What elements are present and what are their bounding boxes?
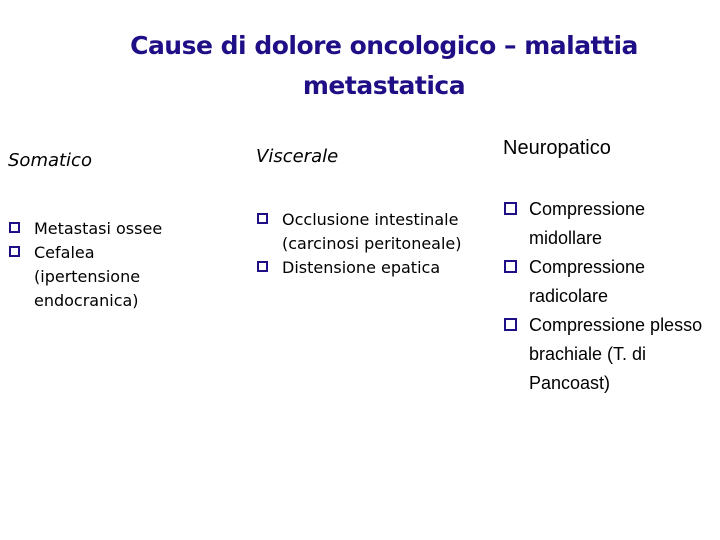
hollow-square-icon <box>504 202 517 215</box>
list-item-text: Metastasi ossee <box>34 219 163 238</box>
column-heading-somatico: Somatico <box>8 150 92 171</box>
list-item <box>8 241 198 313</box>
list-item-text: Cefalea (ipertensione endocranica) <box>34 243 141 310</box>
list-item <box>503 195 715 253</box>
list-item-text: Compressione midollare <box>529 199 646 248</box>
bullet-list-somatico <box>8 217 198 313</box>
column-neuropatico <box>503 137 715 398</box>
title-line-1: Cause di dolore oncologico – malattia <box>130 31 638 60</box>
list-item-text: Compressione plesso brachiale (T. di Pancoast) <box>529 315 703 393</box>
list-item-text: Compressione radicolare <box>529 257 646 306</box>
list-item-text: Distensione epatica <box>282 258 441 277</box>
list-item-text: Occlusione intestinale (carcinosi peritoneale) <box>282 210 462 253</box>
list-item <box>503 253 715 311</box>
column-heading-viscerale: Viscerale <box>256 146 339 167</box>
bullet-list-viscerale <box>256 208 478 280</box>
hollow-square-icon <box>9 246 20 257</box>
list-item <box>8 217 198 241</box>
list-item <box>256 208 478 256</box>
column-heading-neuropatico: Neuropatico <box>503 137 611 159</box>
bullet-list-neuropatico <box>503 195 715 398</box>
hollow-square-icon <box>504 260 517 273</box>
hollow-square-icon <box>504 318 517 331</box>
list-item <box>256 256 478 280</box>
column-somatico <box>8 150 198 313</box>
column-viscerale <box>256 146 478 280</box>
list-item <box>503 311 715 398</box>
title-line-2: metastatica <box>302 71 466 100</box>
hollow-square-icon <box>257 261 268 272</box>
slide-title <box>0 26 720 106</box>
hollow-square-icon <box>257 213 268 224</box>
hollow-square-icon <box>9 222 20 233</box>
